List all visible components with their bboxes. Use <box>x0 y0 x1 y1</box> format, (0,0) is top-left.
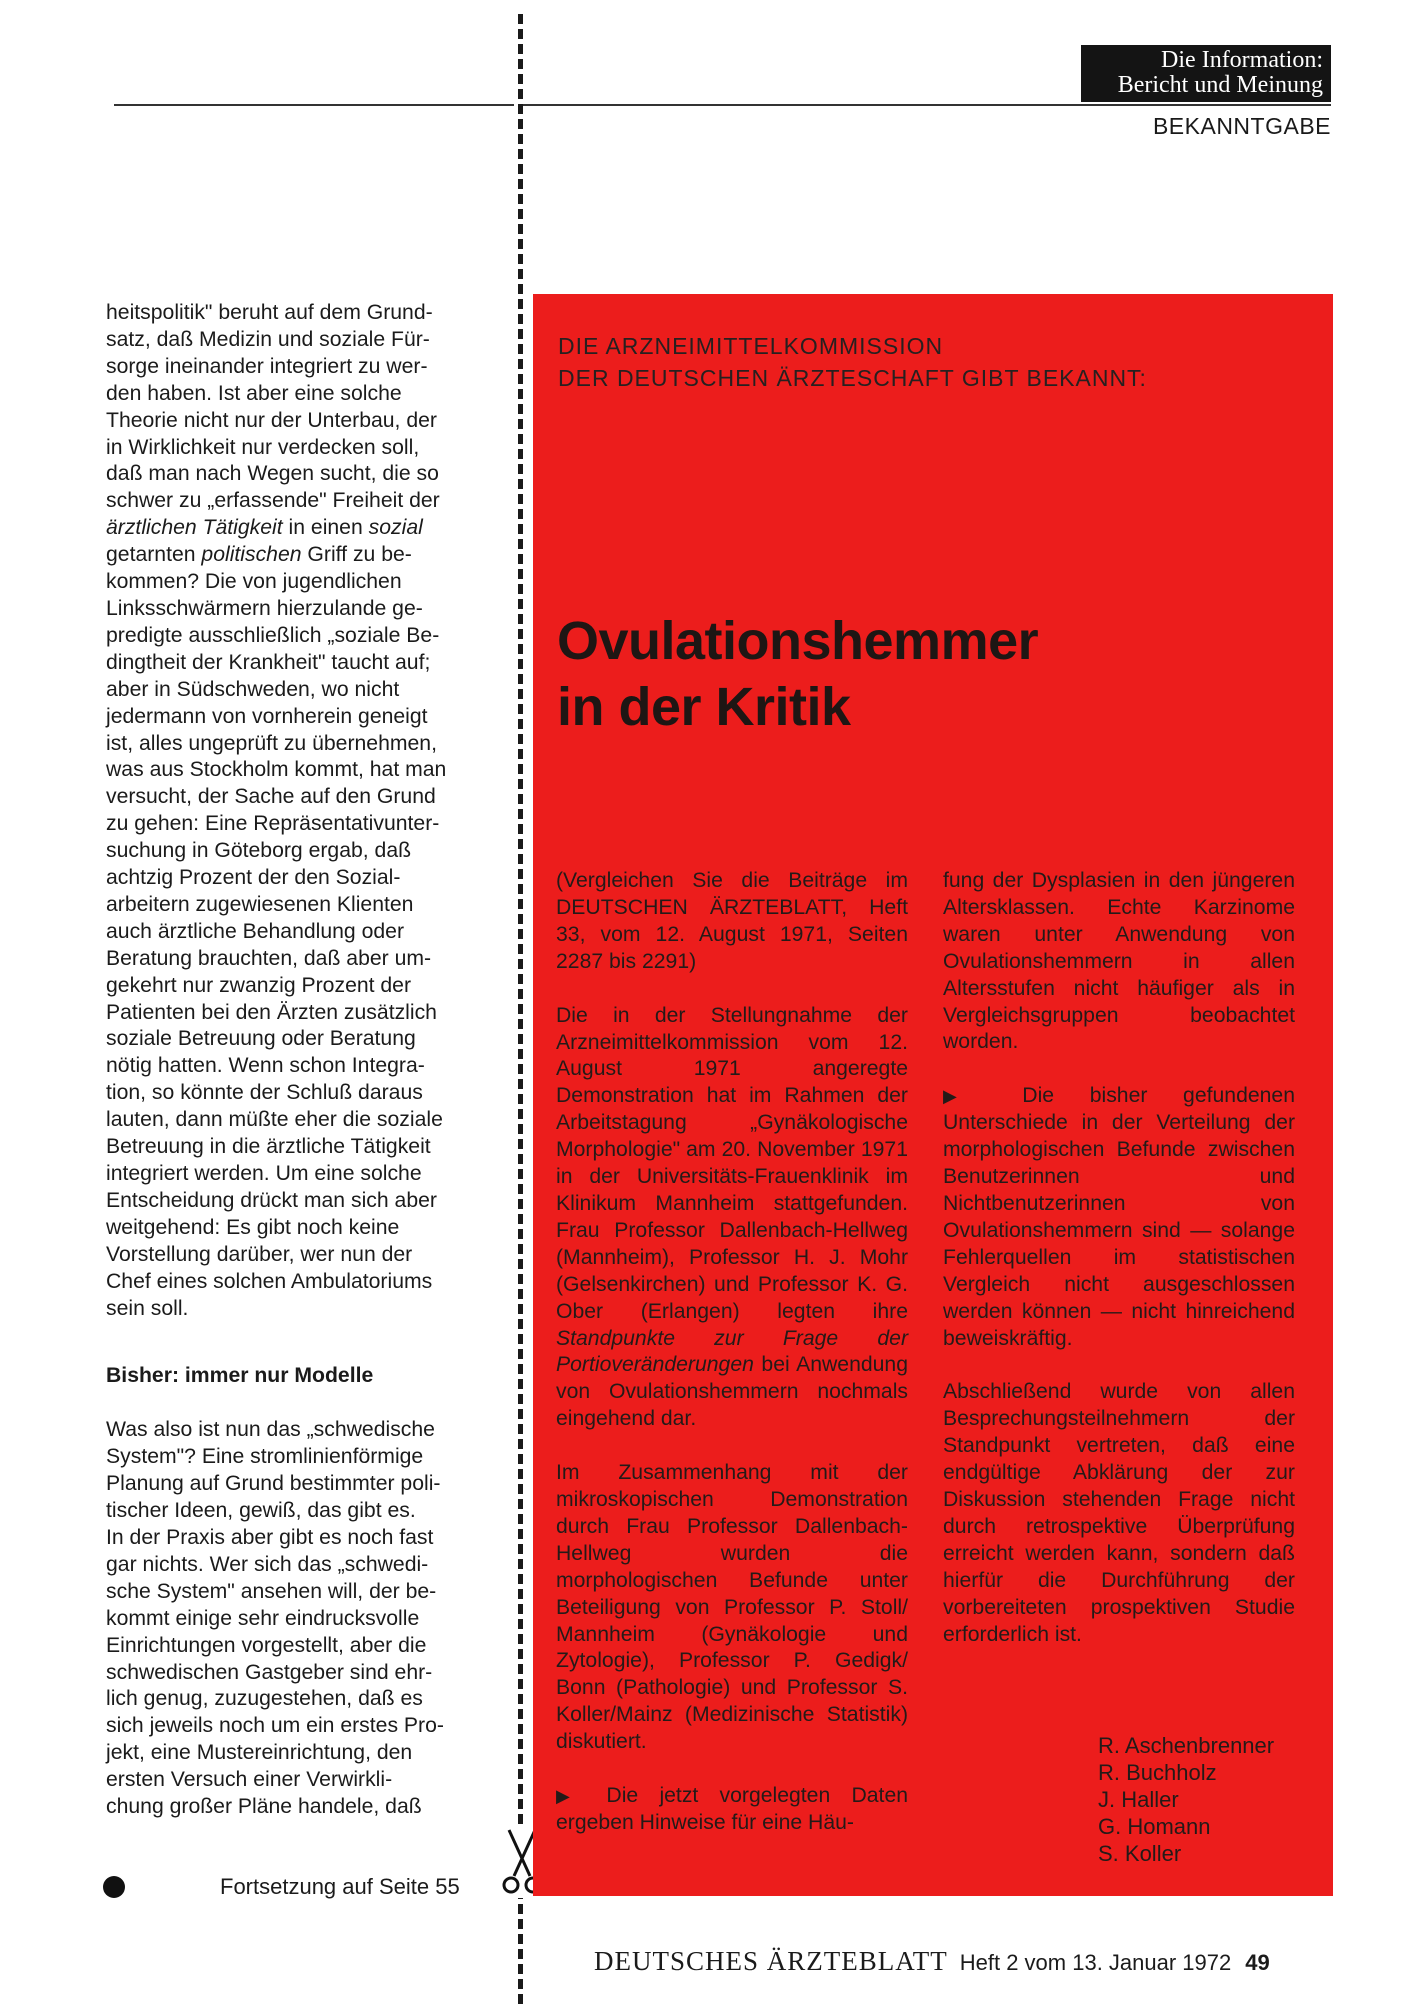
text-line: Betreuung in die ärztliche Tätigkeit <box>106 1135 431 1159</box>
text-line: gar nichts. Wer sich das „schwedi- <box>106 1552 429 1576</box>
italic-phrase: politischen <box>201 543 302 567</box>
text-run: Die in der Stellungnahme der Arzneimittelkommission vom 12. August 1971 angeregte Demonstration hat im Rahmen der Arbeitstagung „Gynäkologische Morphologie" am 20. November 1971 in der Universitäts-Frauenklinik im Klinikum Mannheim stattgefunden. Frau Professor Dallenbach-Hellweg (Mannheim), Professor H. J. Mohr (Gelsenkirchen) und Professor K. G. Ober (Erlangen) legten ihre <box>556 1003 908 1323</box>
paragraph-1 <box>106 300 492 515</box>
text-line: sche System" ansehen will, der be- <box>106 1579 437 1603</box>
text-run: Griff zu be- <box>301 543 412 567</box>
text-run: in einen <box>282 516 369 540</box>
announcement-column-2 <box>943 868 1295 1675</box>
text-line: achtzig Prozent der den Sozial- <box>106 866 401 890</box>
text-line: in Wirklichkeit nur verdecken soll, <box>106 435 420 459</box>
text-line: System"? Eine stromlinienförmige <box>106 1445 424 1469</box>
text-line: den haben. Ist aber eine solche <box>106 381 402 405</box>
section-label-line2: Bericht und Meinung <box>1117 72 1323 98</box>
text-line: nötig hatten. Wenn schon Integra- <box>106 1054 425 1078</box>
signatory-name: G. Homann <box>1098 1814 1211 1839</box>
subheading: Bisher: immer nur Modelle <box>106 1364 374 1388</box>
text-line: Vorstellung darüber, wer nun der <box>106 1242 413 1266</box>
announcement-paragraph: Abschließend wurde von allen Besprechungsteilnehmern der Standpunkt vertreten, daß eine endgültige Abklärung der zur Diskussion stehenden Frage nicht durch retrospektive Überprüfung erreicht werden kann, sondern daß hierfür die Durchführung der vorbereiteten prospektiven Studie erforderlich ist. <box>943 1380 1295 1646</box>
text-line: Patienten bei den Ärzten zusätzlich <box>106 1000 437 1024</box>
paragraph-1-italic-line-a <box>106 515 492 542</box>
issuer-heading <box>558 330 1147 394</box>
text-line: schwedischen Gastgeber sind ehr- <box>106 1660 433 1684</box>
publication-name: DEUTSCHES ÄRZTEBLATT <box>594 1946 948 1976</box>
page-footer <box>594 1946 1330 1980</box>
announcement-paragraph <box>943 1083 1295 1352</box>
text-line: Entscheidung drückt man sich aber <box>106 1188 437 1212</box>
text-line: suchung in Göteborg ergab, daß <box>106 839 412 863</box>
text-run: bei Anwendung von Ovulationshemmern nochmals eingehend dar. <box>556 1353 908 1431</box>
header-rule-right <box>521 104 1331 106</box>
text-line: predigte ausschließlich „soziale Be- <box>106 623 440 647</box>
text-line: lich genug, zuzugestehen, daß es <box>106 1687 423 1711</box>
headline-line-1: Ovulationshemmer <box>557 611 1039 671</box>
text-line: aber in Südschweden, wo nicht <box>106 677 400 701</box>
text-line: Einrichtungen vorgestellt, aber die <box>106 1633 427 1657</box>
text-line: zu gehen: Eine Repräsentativunter- <box>106 812 440 836</box>
text-line: kommen? Die von jugendlichen <box>106 570 402 594</box>
text-line: Was also ist nun das „schwedische <box>106 1418 435 1442</box>
paragraph-1-italic-line-b <box>106 542 492 569</box>
headline <box>557 608 1038 740</box>
text-line: sich jeweils noch um ein erstes Pro- <box>106 1714 444 1738</box>
section-label-line1: Die Information: <box>1161 47 1323 73</box>
text-line: versucht, der Sache auf den Grund <box>106 785 436 809</box>
text-line: Planung auf Grund bestimmter poli- <box>106 1472 441 1496</box>
announcement-paragraph <box>556 1783 908 1837</box>
text-line: satz, daß Medizin und soziale Für- <box>106 327 430 351</box>
headline-line-2: in der Kritik <box>557 677 851 737</box>
text-line: sein soll. <box>106 1296 189 1320</box>
text-line: Beratung brauchten, daß aber um- <box>106 946 432 970</box>
text-line: soziale Betreuung oder Beratung <box>106 1027 416 1051</box>
signatories <box>1098 1732 1274 1867</box>
signatory-name: J. Haller <box>1098 1787 1179 1812</box>
text-line: Theorie nicht nur der Unterbau, der <box>106 408 437 432</box>
italic-phrase: Standpunkte zur Frage der Portioveränderungen <box>556 1326 908 1377</box>
paragraph-2 <box>106 1417 492 1821</box>
text-line: heitspolitik" beruht auf dem Grund- <box>106 301 433 324</box>
text-line: chung großer Pläne handele, daß <box>106 1795 422 1819</box>
issue-info: Heft 2 vom 13. Januar 1972 <box>959 1950 1232 1975</box>
announcement-paragraph: fung der Dysplasien in den jüngeren Altersklassen. Echte Karzinome waren unter Anwendung von Ovulationshemmern in allen Altersstufen nicht häufiger als in Vergleichsgruppen beobachtet worden. <box>943 869 1295 1054</box>
text-line: weitgehend: Es gibt noch keine <box>106 1215 400 1239</box>
announcement-paragraph: (Vergleichen Sie die Beiträge im DEUTSCHEN ÄRZTEBLATT, Heft 33, vom 12. August 1971, Seiten 2287 bis 2291) <box>556 869 908 973</box>
text-line: jedermann von vornherein geneigt <box>106 704 428 728</box>
section-label-box <box>1081 45 1331 102</box>
cut-line <box>518 14 523 2004</box>
text-line: Linksschwärmern hierzulande ge- <box>106 596 423 620</box>
text-run: getarnten <box>106 543 202 567</box>
bullet-dot-icon <box>103 1876 125 1898</box>
signatory-name: S. Koller <box>1098 1841 1182 1866</box>
text-line: auch ärztliche Behandlung oder <box>106 919 405 943</box>
text-line: tion, so könnte der Schluß daraus <box>106 1081 423 1105</box>
continuation-note: Fortsetzung auf Seite 55 <box>220 1874 460 1899</box>
text-line: jekt, eine Mustereinrichtung, den <box>106 1741 413 1765</box>
text-line: ist, alles ungeprüft zu übernehmen, <box>106 731 437 755</box>
text-line: ersten Versuch einer Verwirkli- <box>106 1768 393 1792</box>
announcement-paragraph <box>556 1003 908 1434</box>
text-run: Die jetzt vorgelegten Daten ergeben Hinweise für eine Häu- <box>556 1784 909 1834</box>
italic-phrase: sozial <box>368 516 423 540</box>
paragraph-1-continued <box>106 569 492 1322</box>
left-article-column <box>106 300 492 1821</box>
announcement-paragraph: Im Zusammenhang mit der mikroskopischen Demonstration durch Frau Professor Dallenbach-Hellweg wurden die morphologischen Befunde unter Beteiligung von Professor P. Stoll/ Mannheim (Gynäkologie und Zytologie), Professor P. Gedigk/ Bonn (Pathologie) und Professor S. Koller/Mainz (Medizinische Statistik) diskutiert. <box>556 1461 908 1754</box>
issuer-line-2: DER DEUTSCHEN ÄRZTESCHAFT GIBT BEKANNT: <box>558 365 1147 391</box>
signatory-name: R. Buchholz <box>1098 1760 1217 1785</box>
page-number: 49 <box>1245 1950 1270 1975</box>
text-line: daß man nach Wegen sucht, die so <box>106 462 439 486</box>
text-line: In der Praxis aber gibt es noch fast <box>106 1525 434 1549</box>
issuer-line-1: DIE ARZNEIMITTELKOMMISSION <box>558 333 944 359</box>
text-line: gekehrt nur zwanzig Prozent der <box>106 973 412 997</box>
announcement-column-1 <box>556 868 908 1864</box>
arrow-bullet-icon: ▶ <box>556 1786 586 1807</box>
text-line: tischer Ideen, gewiß, das gibt es. <box>106 1499 416 1523</box>
header-rule-left <box>114 104 514 106</box>
text-line: sorge ineinander integriert zu wer- <box>106 354 428 378</box>
text-line: dingtheit der Krankheit" taucht auf; <box>106 650 431 674</box>
text-run: Die bisher gefundenen Unterschiede in der Verteilung der morphologischen Befunde zwischen Benutzerinnen und Nichtbenutzerinnen von Ovulationshemmern sind — solange Fehlerquellen im statistischen Vergleich nicht ausgeschlossen werden können — nicht hinreichend beweiskräftig. <box>943 1084 1295 1350</box>
text-line: kommt einige sehr eindrucksvolle <box>106 1606 420 1630</box>
text-line: arbeitern zugewiesenen Klienten <box>106 892 414 916</box>
text-line: lauten, dann müßte eher die soziale <box>106 1108 443 1132</box>
section-name: BEKANNTGABE <box>1152 113 1331 139</box>
text-line: was aus Stockholm kommt, hat man <box>106 758 447 782</box>
signatory-name: R. Aschenbrenner <box>1098 1733 1275 1758</box>
text-line: integriert werden. Um eine solche <box>106 1162 422 1185</box>
arrow-bullet-icon: ▶ <box>943 1086 987 1107</box>
italic-phrase: ärztlichen Tätigkeit <box>106 516 283 540</box>
text-line: schwer zu „erfassende" Freiheit der <box>106 489 440 513</box>
text-line: Chef eines solchen Ambulatoriums <box>106 1269 433 1293</box>
